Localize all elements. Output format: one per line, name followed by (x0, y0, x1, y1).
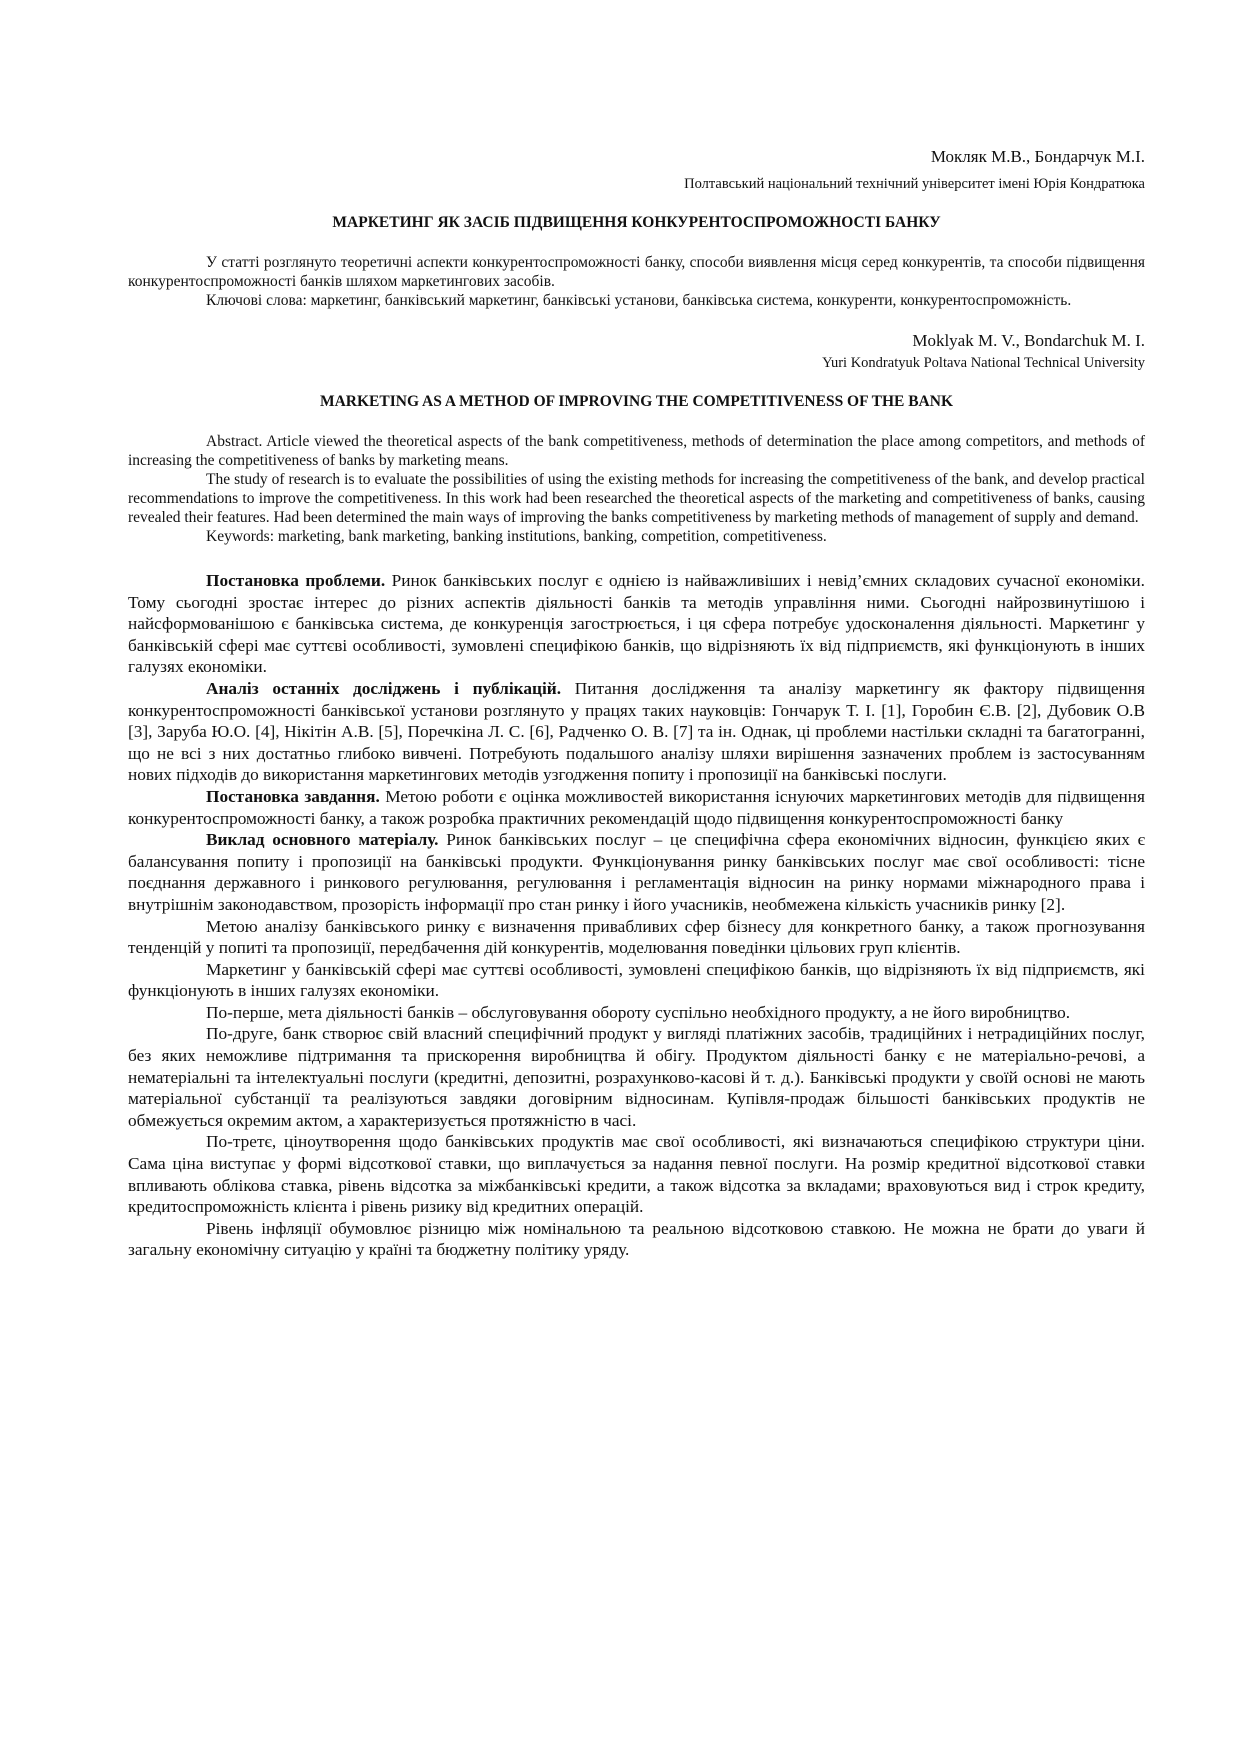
en-affiliation: Yuri Kondratyuk Poltava National Technical University (822, 355, 1145, 371)
article-body (128, 570, 1145, 1261)
en-abstract-block (128, 432, 1145, 546)
paragraph-second: По-друге, банк створює свій власний специфічний продукт у вигляді платіжних засобів, традиційних і нетрадиційних послуг, без яких неможливе підтримання та прискорення виробництва й обігу. Продуктом діяльності банку є не матеріально-речові, а нематеріальні та інтелектуальні послуги (кредитні, депозитні, розрахунково-касові й т. д.). Банківські продукти у своїй основі не мають матеріальної субстанції та реалізуються завдяки договірним відносинам. Купівля-продаж більшості банківських продуктів не обмежується окремим актом, а характеризується протяжністю в часі. (128, 1024, 1145, 1130)
ua-affiliation: Полтавський національний технічний університет імені Юрія Кондратюка (684, 176, 1145, 192)
paragraph-third: По-третє, ціноутворення щодо банківських продуктів має свої особливості, які визначаються специфікою структури ціни. Сама ціна виступає у формі відсоткової ставки, що виплачується за надання певної послуги. На розмір кредитної відсоткової ставки впливають облікова ставка, рівень відсотка за міжбанківські кредити, а також відсотка за вкладами; враховуються вид і строк кредиту, кредитоспроможність клієнта і рівень ризику від кредитних операцій. (128, 1132, 1145, 1217)
ua-abstract: У статті розглянуто теоретичні аспекти конкурентоспроможності банку, способи виявлення місця серед конкурентів, та способи підвищення конкурентоспроможності банків шляхом маркетингових засобів. (128, 254, 1145, 290)
heading-main: Виклад основного матеріалу. (206, 830, 439, 850)
ua-title: МАРКЕТИНГ ЯК ЗАСІБ ПІДВИЩЕННЯ КОНКУРЕНТОСПРОМОЖНОСТІ БАНКУ (332, 214, 941, 231)
ua-authors: Мокляк М.В., Бондарчук М.І. (930, 147, 1145, 166)
text-task: Метою роботи є оцінка можливостей використання існуючих маркетингових методів для підвищення конкурентоспроможності банку, а також розробка практичних рекомендацій щодо підвищення конкурентоспроможності банку (128, 786, 1145, 828)
paragraph-analysis (128, 678, 1145, 786)
heading-analysis: Аналіз останніх досліджень і публікацій. (206, 678, 562, 698)
heading-problem: Постановка проблеми. (206, 571, 386, 590)
ua-keywords: Ключові слова: маркетинг, банківський маркетинг, банківські установи, банківська система, конкуренти, конкурентоспроможність. (206, 292, 1072, 309)
en-title: MARKETING AS A METHOD OF IMPROVING THE COMPETITIVENESS OF THE BANK (319, 393, 953, 410)
paragraph-task (128, 786, 1145, 829)
en-keywords: Keywords: marketing, bank marketing, banking institutions, banking, competition, competitiveness. (206, 528, 827, 545)
paragraph-inflation: Рівень інфляції обумовлює різницю між номінальною та реальною відсотковою ставкою. Не можна не брати до уваги й загальну економічну ситуацію у країні та бюджетну політику уряду. (128, 1218, 1145, 1260)
heading-task: Постановка завдання. (206, 786, 380, 806)
paragraph-main (128, 829, 1145, 915)
ua-abstract-block (128, 253, 1145, 310)
paper-content (128, 146, 1145, 1261)
paragraph-first: По-перше, мета діяльності банків – обслуговування обороту суспільно необхідного продукту, а не його виробництво. (206, 1002, 1071, 1022)
en-authors: Moklyak M. V., Bondarchuk M. I. (912, 331, 1145, 350)
paragraph-market-analysis: Метою аналізу банківського ринку є визначення привабливих сфер бізнесу для конкретного банку, а також прогнозування тенденцій у попиті та пропозиції, передбачення дій конкурентів, моделювання поведінки цільових груп клієнтів. (128, 916, 1145, 958)
paragraph-problem (128, 570, 1145, 678)
en-abstract: Abstract. Article viewed the theoretical aspects of the bank competitiveness, methods of determination the place among competitors, and methods of increasing the competitiveness of banks by marketing means. (128, 433, 1145, 469)
text-analysis: Питання дослідження та аналізу маркетингу як фактору підвищення конкурентоспроможності банківської установи розглянуто у працях таких науковців: Гончарук Т. І. [1], Горобин Є.В. [2], Дубовик О.В [3], Заруба Ю.О. [4], Нікітін А.В. [5], Поречкіна Л. С. [6], Радченко О. В. [7] та ін. Однак, ці проблеми настільки складні та багатогранні, що не всі з них достатньо глибоко вивчені. Потребують подальшого аналізу шляхи вирішення зазначених проблем із застосуванням нових підходів до використання маркетингових методів узгодження попиту і пропозиції на банківські послуги. (128, 678, 1145, 785)
paragraph-marketing-features: Маркетинг у банківській сфері має суттєві особливості, зумовлені специфікою банків, що відрізняють їх від підприємств, які функціонують в інших галузях економіки. (128, 959, 1145, 1001)
text-main: Ринок банківських послуг – це специфічна сфера економічних відносин, функцією яких є балансування попиту і пропозиції на банківські продукти. Функціонування ринку банківських послуг має свої особливості: тісне поєднання державного і ринкового регулювання, регулювання і регламентація відносин на ринку нормами міжнародного права і внутрішнім законодавством, прозорість інформації про стан ринку і його учасників, необмежена кількість учасників ринку [2]. (128, 830, 1145, 914)
en-study: The study of research is to evaluate the possibilities of using the existing methods for increasing the competitiveness of the bank, and develop practical recommendations to improve the competitiveness. In this work had been researched the theoretical aspects of the marketing and competitiveness of banks, causing revealed their features. Had been determined the main ways of improving the banks competitiveness by marketing methods of management of supply and demand. (128, 471, 1145, 526)
text-problem: Ринок банківських послуг є однією із найважливіших і невід’ємних складових сучасної економіки. Тому сьогодні зростає інтерес до різних аспектів діяльності банків та методів управління ними. Сьогодні найрозвинутішою і найсформованішою є банківська система, де конкуренція загострюється, і ця сфера потребує удосконалення діяльності. Маркетинг у банківській сфері має суттєві особливості, зумовлені специфікою банків, що відрізняють їх від підприємств, які функціонують в інших галузях економіки. (128, 571, 1145, 677)
